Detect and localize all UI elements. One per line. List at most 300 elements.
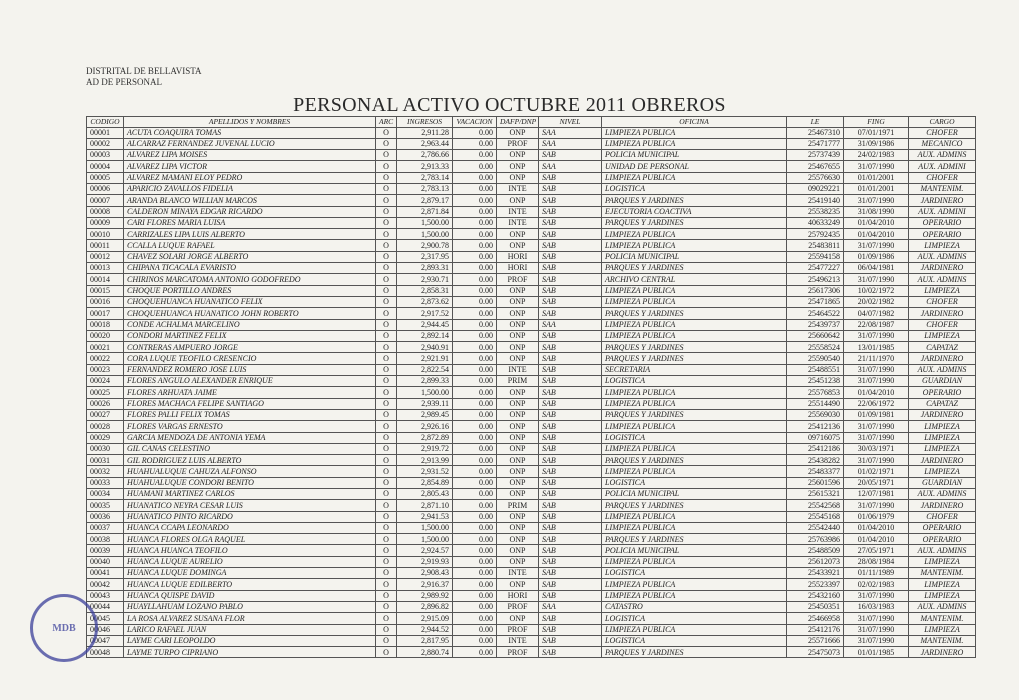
cell-fecha-ingreso: 31/07/1990 [844,330,909,341]
cell-codigo: 00008 [87,206,124,217]
cell-afp: ONP [497,477,539,488]
cell-arc: O [376,330,397,341]
cell-oficina: LIMPIEZA PUBLICA [602,556,787,567]
cell-cargo: AUX. ADMINS [909,545,976,556]
cell-afp: PRIM [497,500,539,511]
cell-arc: O [376,455,397,466]
cell-codigo: 00039 [87,545,124,556]
cell-nivel: SAA [539,319,602,330]
cell-nivel: SAB [539,330,602,341]
cell-vacacion: 0.00 [453,511,497,522]
cell-afp: ONP [497,432,539,443]
cell-afp: INTE [497,217,539,228]
cell-cargo: AUX. ADMINS [909,251,976,262]
cell-fecha-ingreso: 28/08/1984 [844,556,909,567]
cell-ingresos: 2,871.10 [397,500,453,511]
cell-codigo: 00026 [87,398,124,409]
cell-afp: PROF [497,274,539,285]
cell-le: 25464522 [787,308,844,319]
cell-nivel: SAA [539,138,602,149]
table-row [87,477,976,488]
cell-cargo: AUX. ADMINS [909,489,976,500]
cell-apellidos-nombres: LAYME TURPO CIPRIANO [124,647,376,658]
cell-vacacion: 0.00 [453,138,497,149]
cell-codigo: 00040 [87,556,124,567]
cell-le: 25542440 [787,522,844,533]
cell-vacacion: 0.00 [453,545,497,556]
cell-fecha-ingreso: 20/02/1982 [844,296,909,307]
cell-vacacion: 0.00 [453,330,497,341]
cell-fecha-ingreso: 01/11/1989 [844,568,909,579]
cell-apellidos-nombres: APARICIO ZAVALLOS FIDELIA [124,183,376,194]
cell-vacacion: 0.00 [453,342,497,353]
cell-le: 25571666 [787,635,844,646]
cell-nivel: SAB [539,647,602,658]
cell-oficina: PARQUES Y JARDINES [602,534,787,545]
cell-vacacion: 0.00 [453,172,497,183]
cell-arc: O [376,319,397,330]
cell-oficina: UNIDAD DE PERSONAL [602,161,787,172]
cell-arc: O [376,443,397,454]
cell-afp: ONP [497,522,539,533]
cell-afp: ONP [497,511,539,522]
table-row [87,421,976,432]
table-row [87,647,976,658]
cell-cargo: AUX. ADMINS [909,601,976,612]
cell-apellidos-nombres: HUANCA FLORES OLGA RAQUEL [124,534,376,545]
cell-oficina: PARQUES Y JARDINES [602,353,787,364]
cell-vacacion: 0.00 [453,353,497,364]
cell-cargo: CHOFER [909,511,976,522]
cell-nivel: SAB [539,172,602,183]
cell-cargo: CHOFER [909,319,976,330]
cell-ingresos: 2,873.62 [397,296,453,307]
cell-ingresos: 1,500.00 [397,387,453,398]
cell-ingresos: 2,786.66 [397,150,453,161]
cell-afp: ONP [497,579,539,590]
cell-cargo: JARDINERO [909,195,976,206]
cell-ingresos: 2,783.14 [397,172,453,183]
cell-ingresos: 2,931.52 [397,466,453,477]
table-row [87,522,976,533]
cell-afp: ONP [497,353,539,364]
cell-ingresos: 1,500.00 [397,229,453,240]
cell-arc: O [376,150,397,161]
cell-oficina: PARQUES Y JARDINES [602,308,787,319]
cell-codigo: 00029 [87,432,124,443]
cell-apellidos-nombres: ACUTA COAQUIRA TOMAS [124,127,376,138]
cell-ingresos: 2,893.31 [397,263,453,274]
cell-codigo: 00006 [87,183,124,194]
document-header [86,66,202,88]
cell-le: 09029221 [787,183,844,194]
cell-oficina: ARCHIVO CENTRAL [602,274,787,285]
cell-ingresos: 2,805.43 [397,489,453,500]
cell-nivel: SAB [539,590,602,601]
cell-nivel: SAB [539,217,602,228]
cell-le: 25542568 [787,500,844,511]
cell-afp: PROF [497,601,539,612]
cell-codigo: 00028 [87,421,124,432]
cell-codigo: 00045 [87,613,124,624]
cell-le: 25792435 [787,229,844,240]
cell-afp: ONP [497,229,539,240]
cell-cargo: CHOFER [909,296,976,307]
cell-le: 25483377 [787,466,844,477]
cell-fecha-ingreso: 31/07/1990 [844,432,909,443]
cell-nivel: SAA [539,161,602,172]
cell-nivel: SAB [539,489,602,500]
cell-ingresos: 2,917.52 [397,308,453,319]
cell-vacacion: 0.00 [453,455,497,466]
cell-arc: O [376,308,397,319]
cell-oficina: PARQUES Y JARDINES [602,217,787,228]
column-header-oficina: OFICINA [602,117,787,128]
cell-arc: O [376,568,397,579]
cell-afp: ONP [497,127,539,138]
cell-cargo: LIMPIEZA [909,285,976,296]
stamp-text: MDB [52,622,76,634]
cell-fecha-ingreso: 01/04/2010 [844,522,909,533]
cell-arc: O [376,251,397,262]
cell-cargo: LIMPIEZA [909,556,976,567]
cell-apellidos-nombres: CARRIZALES LIPA LUIS ALBERTO [124,229,376,240]
cell-le: 25488509 [787,545,844,556]
cell-apellidos-nombres: FLORES ARHUATA JAIME [124,387,376,398]
cell-oficina: LIMPIEZA PUBLICA [602,624,787,635]
cell-cargo: GUARDIAN [909,376,976,387]
cell-fecha-ingreso: 01/04/2010 [844,387,909,398]
cell-nivel: SAA [539,127,602,138]
cell-ingresos: 2,926.16 [397,421,453,432]
cell-apellidos-nombres: HUANCA QUISPE DAVID [124,590,376,601]
cell-le: 25545168 [787,511,844,522]
cell-afp: ONP [497,545,539,556]
cell-arc: O [376,635,397,646]
cell-fecha-ingreso: 31/07/1990 [844,376,909,387]
cell-oficina: LIMPIEZA PUBLICA [602,387,787,398]
cell-oficina: EJECUTORIA COACTIVA [602,206,787,217]
cell-codigo: 00020 [87,330,124,341]
cell-oficina: LOGISTICA [602,183,787,194]
cell-le: 25569030 [787,409,844,420]
cell-codigo: 00012 [87,251,124,262]
cell-codigo: 00024 [87,376,124,387]
cell-nivel: SAB [539,376,602,387]
cell-codigo: 00021 [87,342,124,353]
cell-codigo: 00007 [87,195,124,206]
cell-apellidos-nombres: CHOQUE PORTILLO ANDRES [124,285,376,296]
personnel-table [86,116,976,658]
cell-vacacion: 0.00 [453,613,497,624]
cell-afp: ONP [497,172,539,183]
cell-le: 25483811 [787,240,844,251]
cell-afp: HORI [497,251,539,262]
cell-oficina: LIMPIEZA PUBLICA [602,398,787,409]
cell-vacacion: 0.00 [453,376,497,387]
cell-oficina: PARQUES Y JARDINES [602,195,787,206]
cell-fecha-ingreso: 31/08/1990 [844,206,909,217]
cell-ingresos: 2,900.78 [397,240,453,251]
cell-cargo: CAPATAZ [909,398,976,409]
cell-le: 25617306 [787,285,844,296]
cell-oficina: LIMPIEZA PUBLICA [602,330,787,341]
cell-vacacion: 0.00 [453,421,497,432]
cell-le: 25475073 [787,647,844,658]
cell-afp: PROF [497,624,539,635]
cell-ingresos: 2,913.99 [397,455,453,466]
cell-arc: O [376,511,397,522]
cell-oficina: POLICIA MUNICIPAL [602,150,787,161]
cell-afp: ONP [497,330,539,341]
cell-codigo: 00041 [87,568,124,579]
cell-ingresos: 2,919.72 [397,443,453,454]
table-row [87,217,976,228]
cell-le: 25601596 [787,477,844,488]
table-row [87,319,976,330]
cell-ingresos: 2,921.91 [397,353,453,364]
cell-afp: ONP [497,319,539,330]
cell-apellidos-nombres: CONTRERAS AMPUERO JORGE [124,342,376,353]
cell-vacacion: 0.00 [453,387,497,398]
cell-vacacion: 0.00 [453,206,497,217]
column-header-codigo: CODIGO [87,117,124,128]
cell-vacacion: 0.00 [453,443,497,454]
table-row [87,296,976,307]
cell-ingresos: 2,871.84 [397,206,453,217]
cell-cargo: AUX. ADMINI [909,206,976,217]
cell-fecha-ingreso: 06/04/1981 [844,263,909,274]
cell-vacacion: 0.00 [453,296,497,307]
cell-afp: INTE [497,635,539,646]
cell-oficina: LIMPIEZA PUBLICA [602,138,787,149]
cell-vacacion: 0.00 [453,263,497,274]
cell-nivel: SAB [539,364,602,375]
cell-cargo: MANTENIM. [909,635,976,646]
cell-fecha-ingreso: 31/07/1990 [844,455,909,466]
cell-afp: ONP [497,240,539,251]
cell-fecha-ingreso: 01/04/2010 [844,217,909,228]
cell-oficina: CATASTRO [602,601,787,612]
cell-fecha-ingreso: 31/07/1990 [844,364,909,375]
table-row [87,466,976,477]
table-row [87,579,976,590]
cell-le: 25438282 [787,455,844,466]
header-line-1: DISTRITAL DE BELLAVISTA [86,66,202,76]
cell-oficina: LIMPIEZA PUBLICA [602,172,787,183]
cell-vacacion: 0.00 [453,364,497,375]
cell-afp: ONP [497,421,539,432]
cell-oficina: LIMPIEZA PUBLICA [602,240,787,251]
cell-nivel: SAB [539,195,602,206]
cell-ingresos: 2,930.71 [397,274,453,285]
cell-apellidos-nombres: CARI FLORES MARIA LUISA [124,217,376,228]
table-row [87,161,976,172]
cell-apellidos-nombres: HUANCA LUQUE AURELIO [124,556,376,567]
cell-le: 25590540 [787,353,844,364]
cell-ingresos: 2,919.93 [397,556,453,567]
cell-vacacion: 0.00 [453,579,497,590]
table-row [87,635,976,646]
cell-afp: ONP [497,342,539,353]
cell-le: 25432160 [787,590,844,601]
cell-ingresos: 2,916.37 [397,579,453,590]
cell-arc: O [376,500,397,511]
cell-vacacion: 0.00 [453,195,497,206]
cell-codigo: 00038 [87,534,124,545]
cell-oficina: LOGISTICA [602,376,787,387]
table-row [87,556,976,567]
cell-cargo: CHOFER [909,172,976,183]
cell-apellidos-nombres: CONDE ACHALMA MARCELINO [124,319,376,330]
cell-arc: O [376,432,397,443]
cell-oficina: LOGISTICA [602,432,787,443]
cell-codigo: 00036 [87,511,124,522]
column-header-le: LE [787,117,844,128]
cell-vacacion: 0.00 [453,217,497,228]
cell-cargo: JARDINERO [909,308,976,319]
cell-ingresos: 1,500.00 [397,217,453,228]
cell-nivel: SAB [539,296,602,307]
cell-ingresos: 2,899.33 [397,376,453,387]
cell-le: 25594158 [787,251,844,262]
cell-nivel: SAB [539,183,602,194]
cell-arc: O [376,376,397,387]
cell-codigo: 00018 [87,319,124,330]
column-header-afp: DAFP/DNP [497,117,539,128]
cell-codigo: 00047 [87,635,124,646]
cell-le: 25558524 [787,342,844,353]
cell-oficina: LIMPIEZA PUBLICA [602,466,787,477]
cell-oficina: POLICIA MUNICIPAL [602,251,787,262]
cell-vacacion: 0.00 [453,601,497,612]
cell-ingresos: 2,911.28 [397,127,453,138]
column-header-arc: ARC [376,117,397,128]
cell-arc: O [376,274,397,285]
cell-apellidos-nombres: CALDERON MINAYA EDGAR RICARDO [124,206,376,217]
cell-afp: ONP [497,296,539,307]
cell-oficina: LIMPIEZA PUBLICA [602,285,787,296]
table-row [87,229,976,240]
cell-le: 25471865 [787,296,844,307]
table-row [87,240,976,251]
cell-cargo: AUX. ADMINS [909,274,976,285]
cell-fecha-ingreso: 31/07/1990 [844,240,909,251]
cell-arc: O [376,421,397,432]
cell-fecha-ingreso: 31/07/1990 [844,500,909,511]
cell-codigo: 00002 [87,138,124,149]
cell-le: 25467310 [787,127,844,138]
cell-cargo: AUX. ADMINS [909,364,976,375]
cell-fecha-ingreso: 31/07/1990 [844,613,909,624]
cell-afp: ONP [497,308,539,319]
cell-ingresos: 2,940.91 [397,342,453,353]
table-row [87,500,976,511]
cell-le: 25477227 [787,263,844,274]
cell-arc: O [376,534,397,545]
cell-le: 40633249 [787,217,844,228]
cell-nivel: SAB [539,342,602,353]
cell-arc: O [376,127,397,138]
cell-vacacion: 0.00 [453,522,497,533]
cell-cargo: LIMPIEZA [909,421,976,432]
cell-le: 25466958 [787,613,844,624]
cell-arc: O [376,409,397,420]
cell-nivel: SAA [539,601,602,612]
cell-afp: ONP [497,285,539,296]
cell-vacacion: 0.00 [453,556,497,567]
table-row [87,353,976,364]
table-row [87,308,976,319]
cell-vacacion: 0.00 [453,568,497,579]
cell-arc: O [376,206,397,217]
cell-ingresos: 2,908.43 [397,568,453,579]
cell-oficina: POLICIA MUNICIPAL [602,545,787,556]
cell-nivel: SAB [539,409,602,420]
cell-arc: O [376,172,397,183]
cell-cargo: MANTENIM. [909,613,976,624]
table-row [87,455,976,466]
cell-vacacion: 0.00 [453,251,497,262]
cell-fecha-ingreso: 27/05/1971 [844,545,909,556]
cell-apellidos-nombres: GARCIA MENDOZA DE ANTONIA YEMA [124,432,376,443]
cell-afp: ONP [497,556,539,567]
cell-le: 25612073 [787,556,844,567]
cell-le: 25467655 [787,161,844,172]
cell-fecha-ingreso: 16/03/1983 [844,601,909,612]
cell-codigo: 00017 [87,308,124,319]
cell-oficina: PARQUES Y JARDINES [602,342,787,353]
cell-cargo: MECANICO [909,138,976,149]
cell-le: 25763986 [787,534,844,545]
cell-afp: ONP [497,161,539,172]
cell-fecha-ingreso: 31/07/1990 [844,624,909,635]
cell-fecha-ingreso: 04/07/1982 [844,308,909,319]
cell-codigo: 00010 [87,229,124,240]
cell-codigo: 00001 [87,127,124,138]
cell-vacacion: 0.00 [453,647,497,658]
cell-oficina: LOGISTICA [602,568,787,579]
cell-cargo: LIMPIEZA [909,330,976,341]
cell-codigo: 00003 [87,150,124,161]
cell-nivel: SAB [539,522,602,533]
cell-arc: O [376,613,397,624]
table-row [87,601,976,612]
cell-oficina: LOGISTICA [602,635,787,646]
cell-oficina: LIMPIEZA PUBLICA [602,522,787,533]
cell-nivel: SAB [539,635,602,646]
cell-ingresos: 1,500.00 [397,522,453,533]
cell-vacacion: 0.00 [453,183,497,194]
cell-apellidos-nombres: FLORES MACHACA FELIPE SANTIAGO [124,398,376,409]
cell-arc: O [376,263,397,274]
cell-cargo: LIMPIEZA [909,624,976,635]
header-line-2: AD DE PERSONAL [86,77,163,87]
cell-nivel: SAB [539,240,602,251]
cell-apellidos-nombres: HUAHUALUQUE CAHUZA ALFONSO [124,466,376,477]
cell-arc: O [376,195,397,206]
cell-codigo: 00032 [87,466,124,477]
cell-codigo: 00014 [87,274,124,285]
table-row [87,183,976,194]
cell-oficina: LIMPIEZA PUBLICA [602,511,787,522]
cell-codigo: 00025 [87,387,124,398]
cell-fecha-ingreso: 31/07/1990 [844,590,909,601]
cell-nivel: SAB [539,568,602,579]
cell-le: 25433921 [787,568,844,579]
table-row [87,364,976,375]
cell-cargo: JARDINERO [909,647,976,658]
